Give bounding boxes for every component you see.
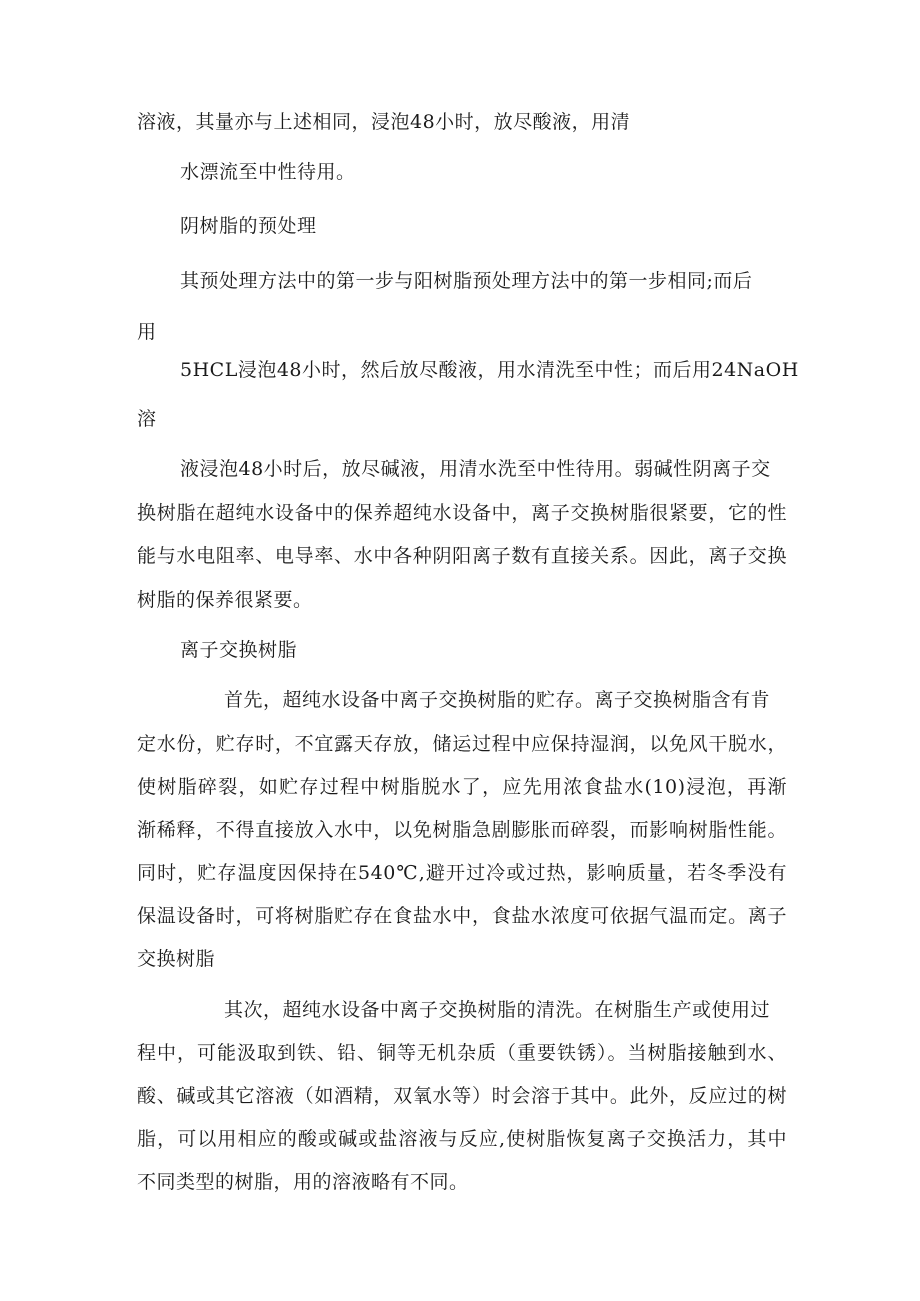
text-line: 保温设备时，可将树脂贮存在食盐水中，食盐水浓度可依据气温而定。离子: [137, 905, 787, 927]
text-line: 不同类型的树脂，用的溶液略有不同。: [137, 1171, 469, 1193]
text-line: 溶液，其量亦与上述相同，浸泡48小时，放尽酸液，用清: [137, 111, 631, 133]
text-line: 程中，可能汲取到铁、铅、铜等无机杂质（重要铁锈）。当树脂接触到水、: [137, 1042, 787, 1064]
text-line: 渐稀释，不得直接放入水中，以免树脂急剧膨胀而碎裂，而影响树脂性能。: [137, 819, 787, 841]
text-line: 用: [137, 321, 157, 343]
text-line: 定水份，贮存时，不宜露天存放，储运过程中应保持湿润，以免风干脱水，: [137, 733, 787, 755]
text-line: 酸、碱或其它溶液（如酒精，双氧水等）时会溶于其中。此外，反应过的树: [137, 1085, 787, 1107]
text-line: 换树脂在超纯水设备中的保养超纯水设备中，离子交换树脂很紧要，它的性: [137, 502, 787, 524]
section-heading: 离子交换树脂: [180, 639, 298, 661]
text-line: 使树脂碎裂，如贮存过程中树脂脱水了，应先用浓食盐水(10)浸泡，再渐: [137, 776, 787, 798]
text-line: 其次，超纯水设备中离子交换树脂的清洗。在树脂生产或使用过: [224, 999, 771, 1021]
text-line: 其预处理方法中的第一步与阳树脂预处理方法中的第一步相同;而后: [180, 270, 753, 292]
text-line: 同时，贮存温度因保持在540℃,避开过冷或过热，影响质量，若冬季没有: [137, 862, 787, 884]
text-line: 脂，可以用相应的酸或碱或盐溶液与反应,使树脂恢复离子交换活力，其中: [137, 1128, 787, 1150]
text-line: 首先，超纯水设备中离子交换树脂的贮存。离子交换树脂含有肯: [224, 689, 771, 711]
text-line: 液浸泡48小时后，放尽碱液，用清水洗至中性待用。弱碱性阴离子交: [180, 458, 771, 480]
text-line: 溶: [137, 408, 157, 430]
section-heading: 阴树脂的预处理: [180, 215, 317, 237]
text-line: 树脂的保养很紧要。: [137, 589, 313, 611]
text-line: 能与水电阻率、电导率、水中各种阴阳离子数有直接关系。因此，离子交换: [137, 545, 787, 567]
text-line: 5HCL浸泡48小时，然后放尽酸液，用水清洗至中性；而后用24NaOH: [180, 359, 799, 381]
text-line: 交换树脂: [137, 948, 216, 970]
text-line: 水漂流至中性待用。: [180, 161, 356, 183]
